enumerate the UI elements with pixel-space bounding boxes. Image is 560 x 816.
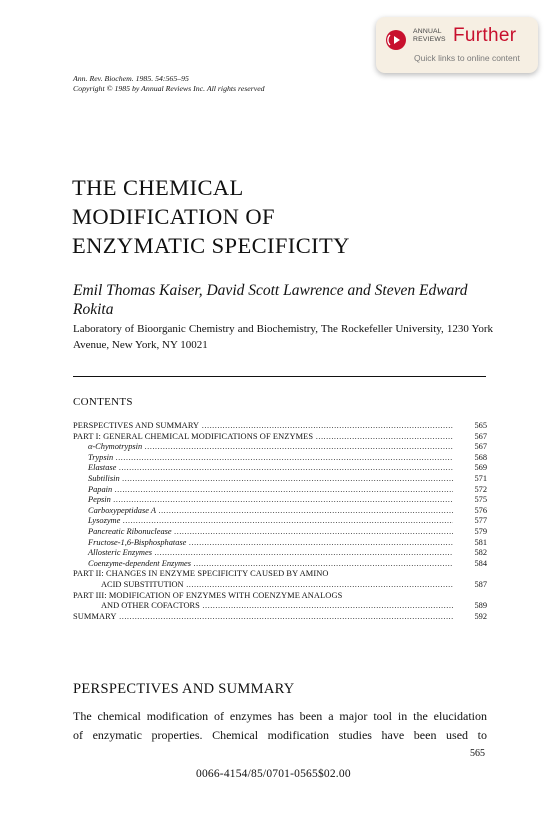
toc-entry (73, 548, 487, 559)
body-line-2: of enzymatic properties. Chemical modification studies have been used to (73, 728, 487, 742)
toc-entry-page: 576 (474, 505, 487, 515)
toc-entry-page: 592 (474, 611, 487, 621)
toc-entry-title: α-Chymotrypsin ..... (73, 442, 453, 453)
toc-entry (73, 474, 487, 485)
toc-entry-page: 584 (474, 558, 487, 568)
toc-entry-title: PERSPECTIVES AND SUMMARY ..... (73, 421, 453, 432)
toc-entry (73, 601, 487, 612)
toc-entry-title: Allosteric Enzymes ..... (73, 548, 453, 559)
title-line-3: ENZYMATIC SPECIFICITY (72, 233, 350, 258)
toc-entry (73, 559, 487, 570)
toc-entry-title: PART III: MODIFICATION OF ENZYMES WITH COENZYME ANALOGS (73, 590, 343, 600)
toc-entry-page: 569 (474, 463, 487, 473)
annual-reviews-logo-icon (386, 30, 406, 50)
toc-entry-title: ACID SUBSTITUTION ..... (73, 580, 453, 591)
badge-reviews: REVIEWS (413, 35, 446, 43)
authors: Emil Thomas Kaiser, David Scott Lawrence and Steven Edward Rokita (73, 282, 468, 318)
toc-entry (73, 453, 487, 464)
body-text (73, 707, 487, 745)
citation-copyright: Copyright © 1985 by Annual Reviews Inc. All rights reserved (73, 84, 265, 93)
citation (73, 74, 265, 94)
contents-heading: CONTENTS (73, 396, 133, 408)
badge-annual: ANNUAL (413, 28, 442, 35)
citation-journal: Ann. Rev. Biochem. 1985. 54:565–95 (73, 74, 189, 83)
toc-entry-page: 582 (474, 548, 487, 558)
divider (73, 376, 486, 377)
toc-entry-title: SUMMARY ..... (73, 612, 453, 623)
toc-entry (73, 485, 487, 496)
toc-entry-page: 565 (474, 421, 487, 430)
toc-entry-page: 571 (474, 473, 487, 483)
badge-tagline: Quick links to online content (414, 53, 520, 63)
toc-entry (73, 495, 487, 506)
article-title (72, 173, 350, 260)
footer-code: 0066-4154/85/0701-0565$02.00 (196, 768, 351, 780)
toc-entry-page: 567 (474, 442, 487, 452)
toc-entry (73, 527, 487, 538)
toc-entry-title: Carboxypeptidase A ..... (73, 506, 453, 517)
toc-entry-title: PART I: GENERAL CHEMICAL MODIFICATIONS OF ENZYMES ..... (73, 432, 453, 443)
toc-entry-title: Papain ..... (73, 485, 453, 496)
toc-entry (73, 569, 487, 580)
toc-entry-page: 587 (474, 579, 487, 589)
title-line-2: MODIFICATION OF (72, 204, 275, 229)
toc-entry-title: Subtilisin ..... (73, 474, 453, 485)
section-heading: PERSPECTIVES AND SUMMARY (73, 681, 295, 697)
toc-entry (73, 432, 487, 443)
toc-entry (73, 421, 487, 432)
toc-entry-title: PART II: CHANGES IN ENZYME SPECIFICITY CAUSED BY AMINO (73, 569, 329, 579)
toc-entry-title: Pepsin ..... (73, 495, 453, 506)
toc-entry-title: Trypsin ..... (73, 453, 453, 464)
toc-entry (73, 506, 487, 517)
table-of-contents (73, 421, 487, 622)
toc-entry-title: Elastase ..... (73, 463, 453, 474)
toc-entry-title: Fructose-1,6-Bisphosphatase ..... (73, 538, 453, 549)
toc-entry-title: Lysozyme ..... (73, 516, 453, 527)
toc-entry-page: 589 (474, 601, 487, 611)
toc-entry-page: 577 (474, 516, 487, 526)
badge-further: Further (453, 25, 517, 46)
toc-entry (73, 612, 487, 623)
affiliation: Laboratory of Bioorganic Chemistry and Biochemistry, The Rockefeller University, 1230 York Avenue, New York, NY 10021 (73, 323, 493, 351)
toc-entry (73, 516, 487, 527)
toc-entry-page: 572 (474, 484, 487, 494)
body-line-1: The chemical modification of enzymes has been a major tool in the elucidation (73, 709, 487, 723)
toc-entry (73, 538, 487, 549)
toc-entry-title: Pancreatic Ribonuclease ..... (73, 527, 453, 538)
toc-entry (73, 580, 487, 591)
toc-entry-title: Coenzyme-dependent Enzymes ..... (73, 559, 453, 570)
toc-entry-page: 579 (474, 526, 487, 536)
toc-entry (73, 463, 487, 474)
toc-entry-page: 575 (474, 495, 487, 505)
toc-entry (73, 591, 487, 602)
toc-entry-title: AND OTHER COFACTORS ..... (73, 601, 453, 612)
title-line-1: THE CHEMICAL (72, 175, 244, 200)
toc-entry-page: 567 (474, 431, 487, 441)
further-badge[interactable] (376, 17, 538, 73)
toc-entry-page: 568 (474, 452, 487, 462)
toc-entry-page: 581 (474, 537, 487, 547)
page-number: 565 (470, 748, 485, 759)
toc-entry (73, 442, 487, 453)
badge-publisher (413, 28, 446, 43)
